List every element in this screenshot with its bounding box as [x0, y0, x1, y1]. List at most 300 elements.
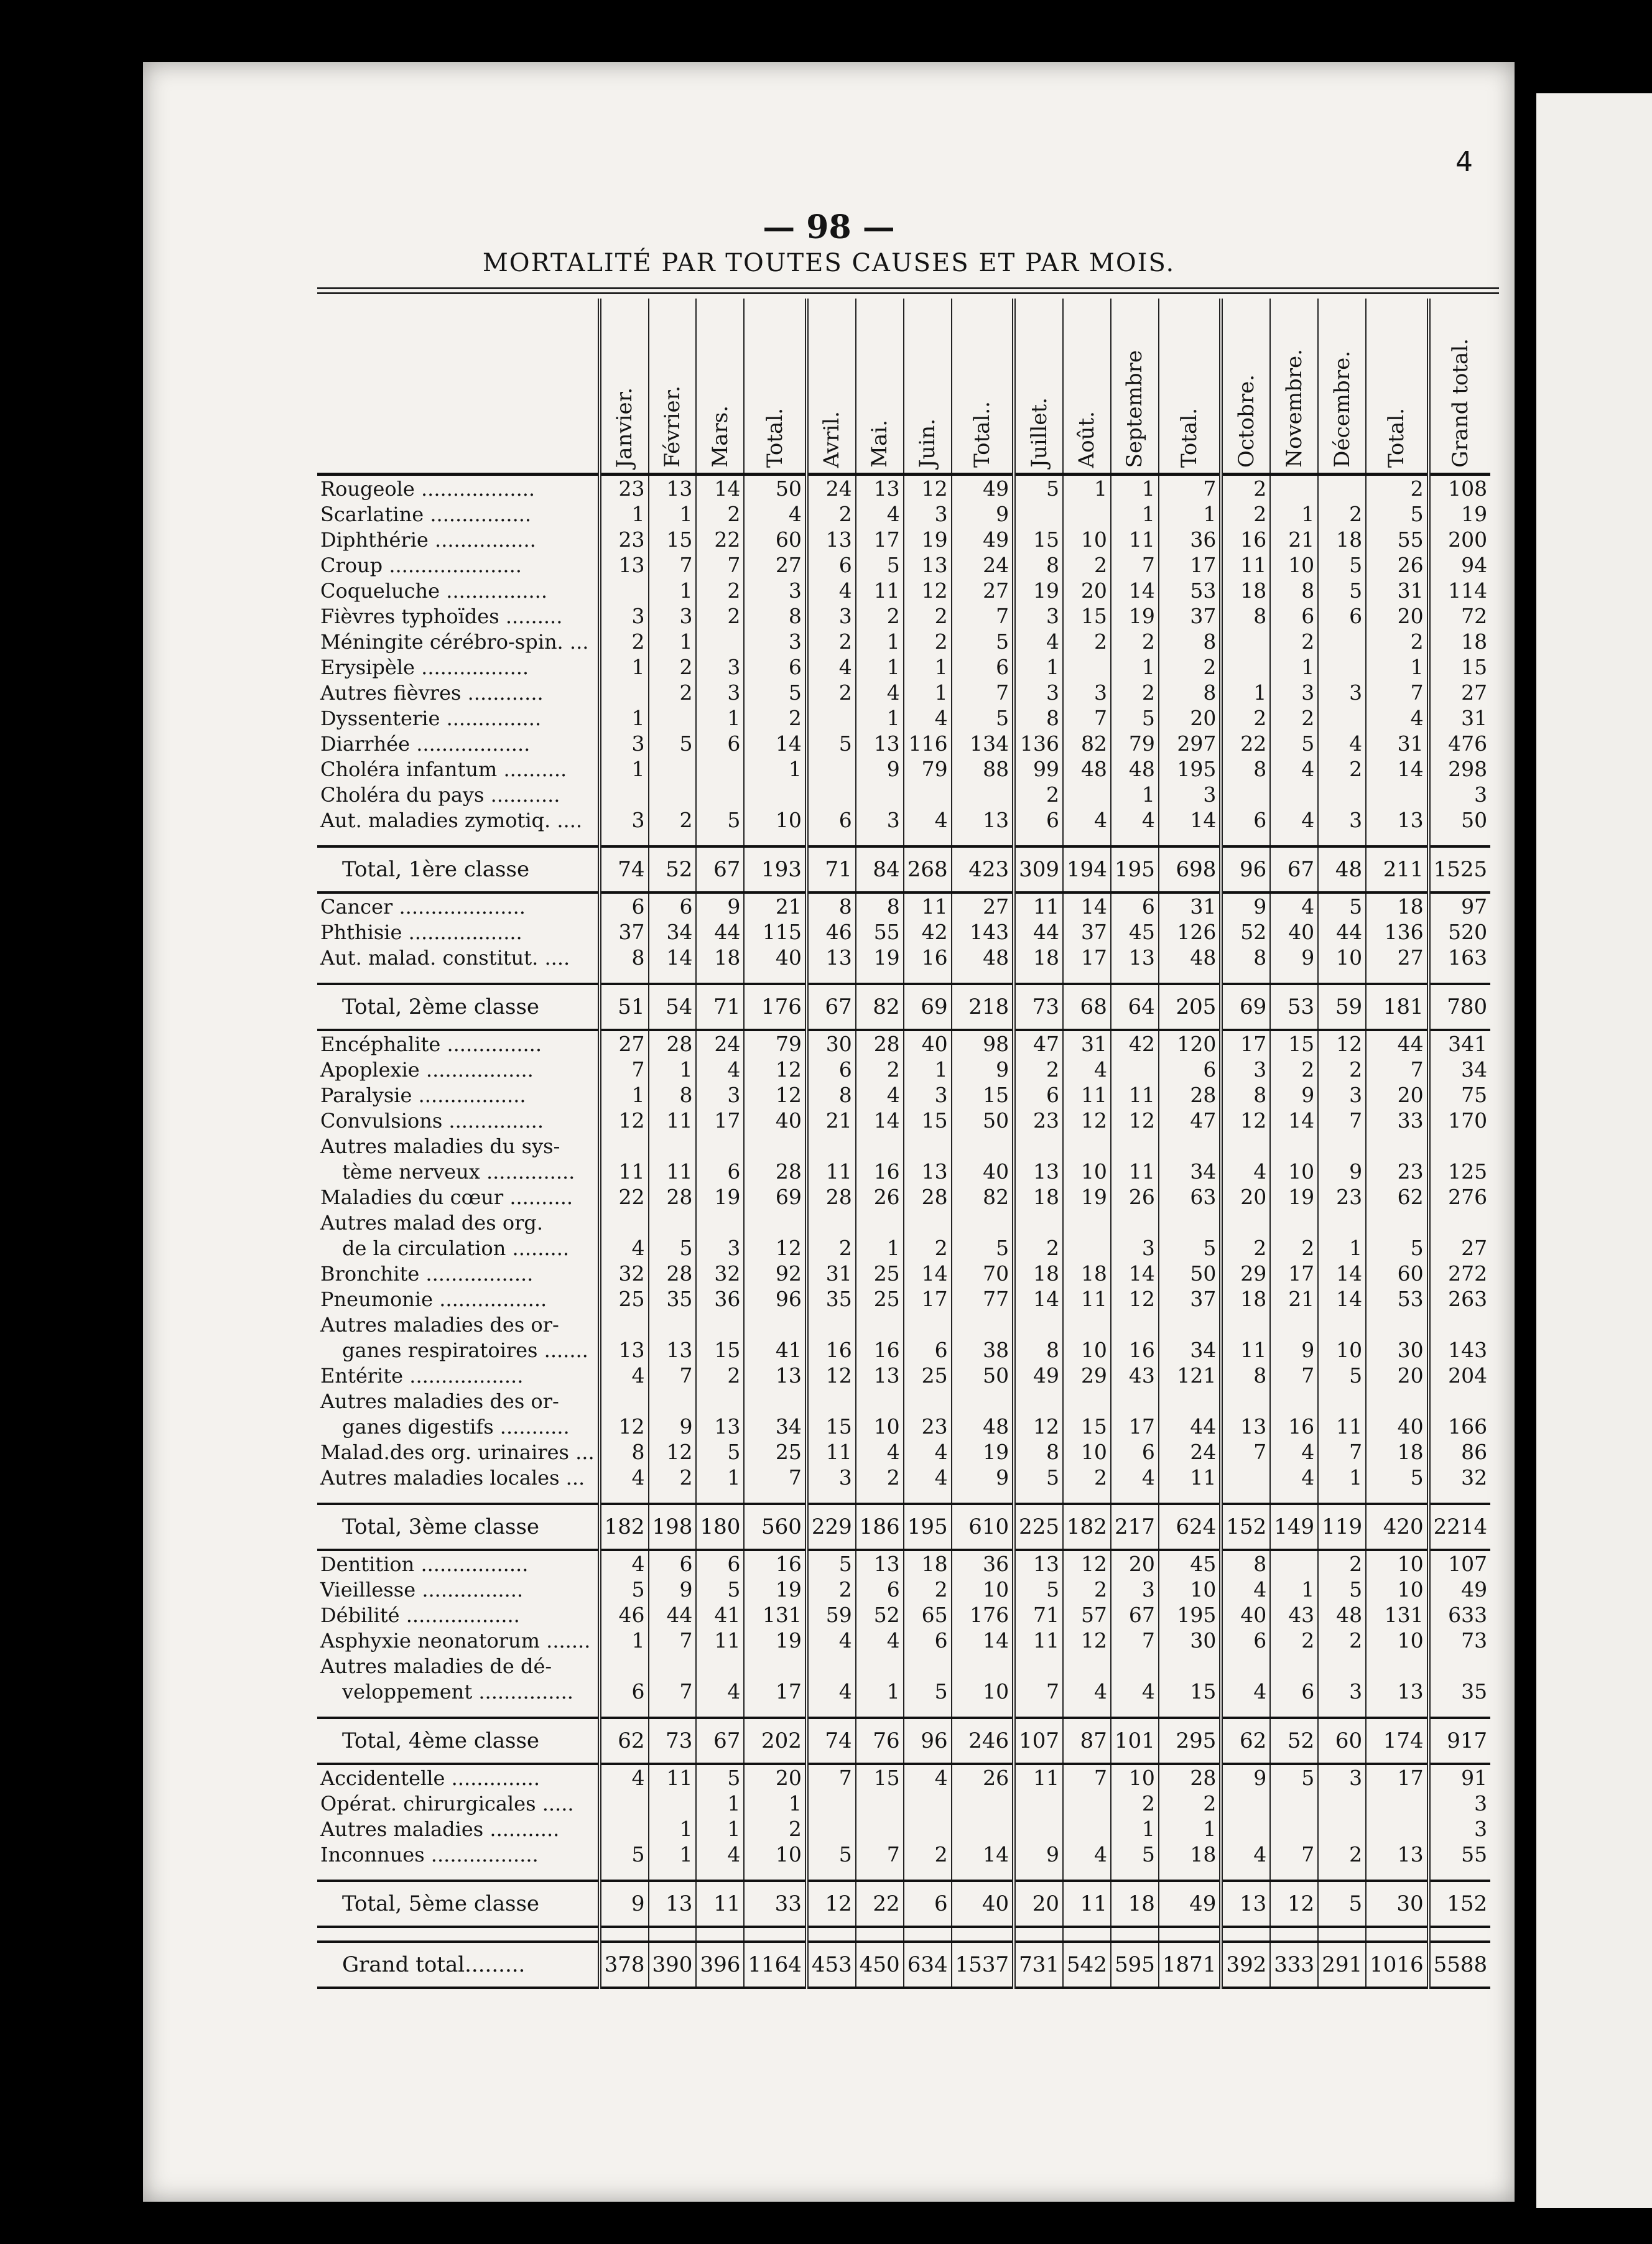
value-cell: 52: [856, 1602, 904, 1628]
value-cell: 18: [696, 945, 744, 970]
value-cell: [649, 1312, 697, 1337]
table-row: [317, 527, 1490, 552]
value-cell: 44: [1014, 919, 1063, 945]
value-cell: 99: [1014, 756, 1063, 782]
value-cell: 378: [600, 1942, 649, 1988]
value-cell: 1: [1159, 1816, 1222, 1842]
value-cell: [904, 1653, 952, 1679]
value-cell: [1318, 705, 1366, 731]
value-cell: [649, 1388, 697, 1414]
value-cell: 295: [1159, 1718, 1222, 1764]
value-cell: 6: [1014, 807, 1063, 833]
value-cell: 29: [1063, 1363, 1111, 1388]
value-cell: 13: [904, 1159, 952, 1184]
value-cell: 17: [904, 1286, 952, 1312]
value-cell: 73: [1014, 984, 1063, 1030]
value-cell: 3: [1318, 1764, 1366, 1791]
value-cell: 33: [1366, 1108, 1429, 1133]
value-cell: [1366, 1210, 1429, 1235]
value-cell: 12: [807, 1363, 856, 1388]
value-cell: 20: [1366, 1082, 1429, 1108]
value-cell: 9: [1014, 1842, 1063, 1867]
value-cell: 79: [744, 1030, 807, 1057]
value-cell: [1318, 654, 1366, 680]
row-label: Méningite cérébro-spin. ...: [320, 629, 589, 654]
table-row: [317, 629, 1490, 654]
value-cell: [1221, 654, 1270, 680]
table-row: [317, 756, 1490, 782]
value-cell: 28: [649, 1184, 697, 1210]
value-cell: 263: [1429, 1286, 1491, 1312]
value-cell: 17: [1159, 552, 1222, 578]
value-cell: 12: [1014, 1414, 1063, 1439]
row-label: Dentition .................: [320, 1552, 529, 1576]
value-cell: 595: [1111, 1942, 1159, 1988]
value-cell: 19: [696, 1184, 744, 1210]
value-cell: [1318, 1312, 1366, 1337]
value-cell: 9: [696, 892, 744, 919]
value-cell: 8: [807, 892, 856, 919]
value-cell: [1270, 475, 1318, 502]
value-cell: 3: [1429, 782, 1491, 807]
value-cell: 3: [1318, 680, 1366, 705]
value-cell: 3: [744, 629, 807, 654]
value-cell: 42: [904, 919, 952, 945]
value-cell: 1: [1318, 1465, 1366, 1490]
value-cell: 9: [1270, 1337, 1318, 1363]
value-cell: 5: [952, 1235, 1014, 1261]
value-cell: 3: [1429, 1816, 1491, 1842]
value-cell: 71: [807, 846, 856, 892]
value-cell: 25: [600, 1286, 649, 1312]
value-cell: 13: [600, 552, 649, 578]
value-cell: 2: [1014, 782, 1063, 807]
value-cell: 18: [1221, 578, 1270, 603]
value-cell: 18: [1221, 1286, 1270, 1312]
value-cell: 3: [696, 1082, 744, 1108]
value-cell: 19: [744, 1577, 807, 1602]
value-cell: 67: [1270, 846, 1318, 892]
value-cell: 2: [1111, 680, 1159, 705]
value-cell: 8: [744, 603, 807, 629]
value-cell: 67: [696, 1718, 744, 1764]
value-cell: [952, 1816, 1014, 1842]
value-cell: 9: [952, 1465, 1014, 1490]
value-cell: 12: [1063, 1550, 1111, 1577]
value-cell: 11: [1014, 1764, 1063, 1791]
value-cell: 5: [807, 1550, 856, 1577]
value-cell: 8: [1159, 680, 1222, 705]
value-cell: 16: [807, 1337, 856, 1363]
value-cell: 50: [1159, 1261, 1222, 1286]
value-cell: 36: [1159, 527, 1222, 552]
value-cell: 3: [856, 807, 904, 833]
value-cell: 7: [649, 552, 697, 578]
value-cell: 15: [904, 1108, 952, 1133]
value-cell: 6: [1159, 1057, 1222, 1082]
table-row: [317, 552, 1490, 578]
value-cell: 1: [1221, 680, 1270, 705]
value-cell: 69: [1221, 984, 1270, 1030]
value-cell: 19: [856, 945, 904, 970]
row-label: Autres maladies de dé-: [320, 1654, 552, 1678]
value-cell: 7: [649, 1628, 697, 1653]
value-cell: 246: [952, 1718, 1014, 1764]
value-cell: 13: [856, 1363, 904, 1388]
value-cell: 31: [1159, 892, 1222, 919]
value-cell: 5: [649, 1235, 697, 1261]
value-cell: 396: [696, 1942, 744, 1988]
spacer-row: [317, 1490, 1490, 1504]
value-cell: 4: [904, 1465, 952, 1490]
value-cell: [1270, 782, 1318, 807]
value-cell: 5: [696, 807, 744, 833]
value-cell: 225: [1014, 1504, 1063, 1550]
value-cell: 18: [1014, 945, 1063, 970]
value-cell: 9: [600, 1881, 649, 1927]
value-cell: 542: [1063, 1942, 1111, 1988]
value-cell: 4: [1221, 1679, 1270, 1704]
value-cell: 1: [1111, 654, 1159, 680]
value-cell: 7: [649, 1363, 697, 1388]
table-row: [317, 1184, 1490, 1210]
table-row: [317, 1414, 1490, 1439]
row-label: Total, 4ème classe: [317, 1718, 600, 1764]
value-cell: 392: [1221, 1942, 1270, 1988]
value-cell: 27: [1366, 945, 1429, 970]
value-cell: 4: [904, 1764, 952, 1791]
value-cell: 2: [904, 629, 952, 654]
row-label: Autres maladies du sys-: [320, 1134, 560, 1158]
value-cell: [744, 1388, 807, 1414]
value-cell: [1318, 629, 1366, 654]
value-cell: 390: [649, 1942, 697, 1988]
row-label: Cancer ....................: [320, 894, 526, 919]
table-row: [317, 1133, 1490, 1159]
value-cell: 14: [1014, 1286, 1063, 1312]
value-cell: 5: [1318, 892, 1366, 919]
value-cell: 11: [856, 578, 904, 603]
value-cell: 4: [856, 1439, 904, 1465]
value-cell: 2: [904, 1577, 952, 1602]
value-cell: 6: [807, 552, 856, 578]
value-cell: 731: [1014, 1942, 1063, 1988]
value-cell: 1: [856, 1235, 904, 1261]
value-cell: 107: [1429, 1550, 1491, 1577]
value-cell: 18: [1111, 1881, 1159, 1927]
column-header-text: Janvier.: [612, 387, 638, 468]
value-cell: 25: [904, 1363, 952, 1388]
value-cell: 5: [1014, 475, 1063, 502]
value-cell: 3: [600, 731, 649, 756]
table-row: [317, 705, 1490, 731]
value-cell: 16: [856, 1337, 904, 1363]
table-row: [317, 1082, 1490, 1108]
value-cell: 11: [807, 1159, 856, 1184]
value-cell: 18: [1429, 629, 1491, 654]
value-cell: [807, 782, 856, 807]
value-cell: 1: [600, 1628, 649, 1653]
value-cell: 11: [696, 1881, 744, 1927]
value-cell: [856, 1791, 904, 1816]
table-row: [317, 1842, 1490, 1867]
value-cell: 35: [649, 1286, 697, 1312]
value-cell: 31: [807, 1261, 856, 1286]
value-cell: 3: [1063, 680, 1111, 705]
value-cell: 5: [1270, 731, 1318, 756]
value-cell: 3: [904, 501, 952, 527]
value-cell: 18: [904, 1550, 952, 1577]
value-cell: 1: [1270, 501, 1318, 527]
value-cell: 1: [600, 501, 649, 527]
value-cell: 5: [1366, 501, 1429, 527]
value-cell: 24: [807, 475, 856, 502]
value-cell: [1221, 1816, 1270, 1842]
value-cell: 4: [1270, 1465, 1318, 1490]
value-cell: 15: [856, 1764, 904, 1791]
value-cell: 204: [1429, 1363, 1491, 1388]
value-cell: [807, 1816, 856, 1842]
value-cell: 2: [744, 1816, 807, 1842]
value-cell: [1318, 475, 1366, 502]
value-cell: 1871: [1159, 1942, 1222, 1988]
value-cell: 8: [1221, 1082, 1270, 1108]
value-cell: [1318, 1210, 1366, 1235]
value-cell: 9: [1221, 1764, 1270, 1791]
value-cell: 32: [696, 1261, 744, 1286]
value-cell: 6: [856, 1577, 904, 1602]
value-cell: [1221, 1653, 1270, 1679]
value-cell: 15: [696, 1337, 744, 1363]
value-cell: 5: [1111, 705, 1159, 731]
value-cell: 3: [696, 654, 744, 680]
value-cell: 10: [1270, 552, 1318, 578]
value-cell: 1: [1111, 475, 1159, 502]
table-row: [317, 1261, 1490, 1286]
value-cell: 195: [1111, 846, 1159, 892]
value-cell: 44: [696, 919, 744, 945]
value-cell: 3: [1111, 1235, 1159, 1261]
value-cell: 32: [600, 1261, 649, 1286]
value-cell: 272: [1429, 1261, 1491, 1286]
value-cell: 32: [1429, 1465, 1491, 1490]
value-cell: 40: [1270, 919, 1318, 945]
value-cell: 4: [1318, 731, 1366, 756]
table-row: [317, 945, 1490, 970]
value-cell: 2: [649, 807, 697, 833]
table-row: [317, 1602, 1490, 1628]
value-cell: 11: [1111, 1082, 1159, 1108]
value-cell: 182: [1063, 1504, 1111, 1550]
value-cell: 163: [1429, 945, 1491, 970]
value-cell: 2: [1111, 629, 1159, 654]
value-cell: 2: [649, 1465, 697, 1490]
value-cell: [1063, 1816, 1111, 1842]
value-cell: 44: [649, 1602, 697, 1628]
value-cell: 6: [600, 892, 649, 919]
column-header: [1270, 299, 1318, 475]
value-cell: [600, 1791, 649, 1816]
value-cell: 152: [1429, 1881, 1491, 1927]
value-cell: 8: [600, 945, 649, 970]
value-cell: 12: [649, 1439, 697, 1465]
value-cell: 73: [1429, 1628, 1491, 1653]
value-cell: 420: [1366, 1504, 1429, 1550]
class-total-row: [317, 984, 1490, 1030]
value-cell: 34: [649, 919, 697, 945]
value-cell: 166: [1429, 1414, 1491, 1439]
value-cell: 5: [1159, 1235, 1222, 1261]
value-cell: 2: [600, 629, 649, 654]
value-cell: 2: [1063, 629, 1111, 654]
row-label: Erysipèle .................: [320, 655, 529, 679]
value-cell: 136: [1366, 919, 1429, 945]
value-cell: 2: [1063, 552, 1111, 578]
column-header: [1429, 299, 1491, 475]
column-header-text: Juin.: [915, 418, 940, 468]
value-cell: 44: [1318, 919, 1366, 945]
value-cell: 31: [1366, 578, 1429, 603]
value-cell: 1: [649, 629, 697, 654]
value-cell: [1270, 1816, 1318, 1842]
value-cell: [1063, 1388, 1111, 1414]
page-number: — 98 —: [763, 208, 895, 246]
value-cell: 108: [1429, 475, 1491, 502]
value-cell: 2: [1221, 1235, 1270, 1261]
value-cell: 1: [856, 654, 904, 680]
value-cell: [1014, 1653, 1063, 1679]
value-cell: 1: [1366, 654, 1429, 680]
value-cell: 49: [1014, 1363, 1063, 1388]
value-cell: 19: [952, 1439, 1014, 1465]
value-cell: 68: [1063, 984, 1111, 1030]
row-label: Aut. malad. constitut. ....: [320, 945, 570, 970]
value-cell: 14: [1159, 807, 1222, 833]
value-cell: 5: [1318, 1881, 1366, 1927]
table-row: [317, 578, 1490, 603]
value-cell: [600, 782, 649, 807]
value-cell: 11: [1014, 892, 1063, 919]
value-cell: 13: [1366, 1679, 1429, 1704]
value-cell: 22: [600, 1184, 649, 1210]
column-header: [904, 299, 952, 475]
value-cell: 59: [1318, 984, 1366, 1030]
value-cell: 20: [1221, 1184, 1270, 1210]
value-cell: 4: [807, 654, 856, 680]
value-cell: 3: [1221, 1057, 1270, 1082]
value-cell: 5: [649, 731, 697, 756]
value-cell: 8: [1014, 1439, 1063, 1465]
value-cell: 15: [649, 527, 697, 552]
value-cell: 6: [1111, 892, 1159, 919]
value-cell: [696, 1653, 744, 1679]
value-cell: 1: [1318, 1235, 1366, 1261]
value-cell: 7: [1270, 1363, 1318, 1388]
table-row: [317, 1159, 1490, 1184]
value-cell: 37: [1063, 919, 1111, 945]
value-cell: 47: [1159, 1108, 1222, 1133]
value-cell: 33: [744, 1881, 807, 1927]
value-cell: 13: [1014, 1550, 1063, 1577]
value-cell: [1063, 654, 1111, 680]
value-cell: 4: [856, 1082, 904, 1108]
value-cell: 17: [696, 1108, 744, 1133]
value-cell: [696, 1210, 744, 1235]
value-cell: 30: [807, 1030, 856, 1057]
class-total-row: [317, 1881, 1490, 1927]
value-cell: 10: [1270, 1159, 1318, 1184]
value-cell: 7: [952, 680, 1014, 705]
value-cell: 3: [1111, 1577, 1159, 1602]
value-cell: [1366, 1816, 1429, 1842]
value-cell: [952, 1791, 1014, 1816]
value-cell: 10: [1366, 1550, 1429, 1577]
table-row: [317, 501, 1490, 527]
value-cell: [856, 1816, 904, 1842]
value-cell: 6: [744, 654, 807, 680]
value-cell: 13: [1366, 807, 1429, 833]
value-cell: 52: [1221, 919, 1270, 945]
value-cell: 217: [1111, 1504, 1159, 1550]
value-cell: 25: [856, 1286, 904, 1312]
value-cell: 11: [649, 1108, 697, 1133]
corner-mark: 4: [1455, 146, 1473, 178]
value-cell: 4: [807, 578, 856, 603]
value-cell: 17: [1366, 1764, 1429, 1791]
value-cell: 11: [1221, 1337, 1270, 1363]
row-label: Total, 2ème classe: [317, 984, 600, 1030]
value-cell: [1318, 1133, 1366, 1159]
value-cell: 70: [952, 1261, 1014, 1286]
value-cell: 36: [952, 1550, 1014, 1577]
value-cell: 125: [1429, 1159, 1491, 1184]
value-cell: 14: [1366, 756, 1429, 782]
value-cell: [1014, 1388, 1063, 1414]
column-header-text: Mai.: [867, 420, 893, 468]
value-cell: 2: [904, 1235, 952, 1261]
value-cell: 2: [1063, 1465, 1111, 1490]
value-cell: 3: [807, 603, 856, 629]
value-cell: 84: [856, 846, 904, 892]
row-label: Diarrhée ..................: [320, 731, 531, 756]
value-cell: [600, 1816, 649, 1842]
table-row: [317, 892, 1490, 919]
value-cell: [1318, 1653, 1366, 1679]
value-cell: 6: [807, 807, 856, 833]
column-header: [1159, 299, 1222, 475]
row-label: Bronchite .................: [320, 1261, 534, 1286]
value-cell: [1221, 1388, 1270, 1414]
value-cell: [649, 1133, 697, 1159]
value-cell: 20: [1159, 705, 1222, 731]
value-cell: 6: [696, 1550, 744, 1577]
value-cell: 3: [600, 807, 649, 833]
value-cell: 2: [1221, 475, 1270, 502]
value-cell: [696, 756, 744, 782]
value-cell: 14: [904, 1261, 952, 1286]
row-label: Rougeole ..................: [320, 476, 536, 501]
grand-total-row: [317, 1942, 1490, 1988]
value-cell: 2: [856, 1465, 904, 1490]
value-cell: [1270, 1312, 1318, 1337]
row-label: Maladies du cœur ..........: [320, 1185, 573, 1209]
value-cell: 28: [807, 1184, 856, 1210]
value-cell: 6: [904, 1881, 952, 1927]
value-cell: [1221, 1312, 1270, 1337]
value-cell: 13: [807, 945, 856, 970]
value-cell: 25: [856, 1261, 904, 1286]
value-cell: 11: [649, 1159, 697, 1184]
